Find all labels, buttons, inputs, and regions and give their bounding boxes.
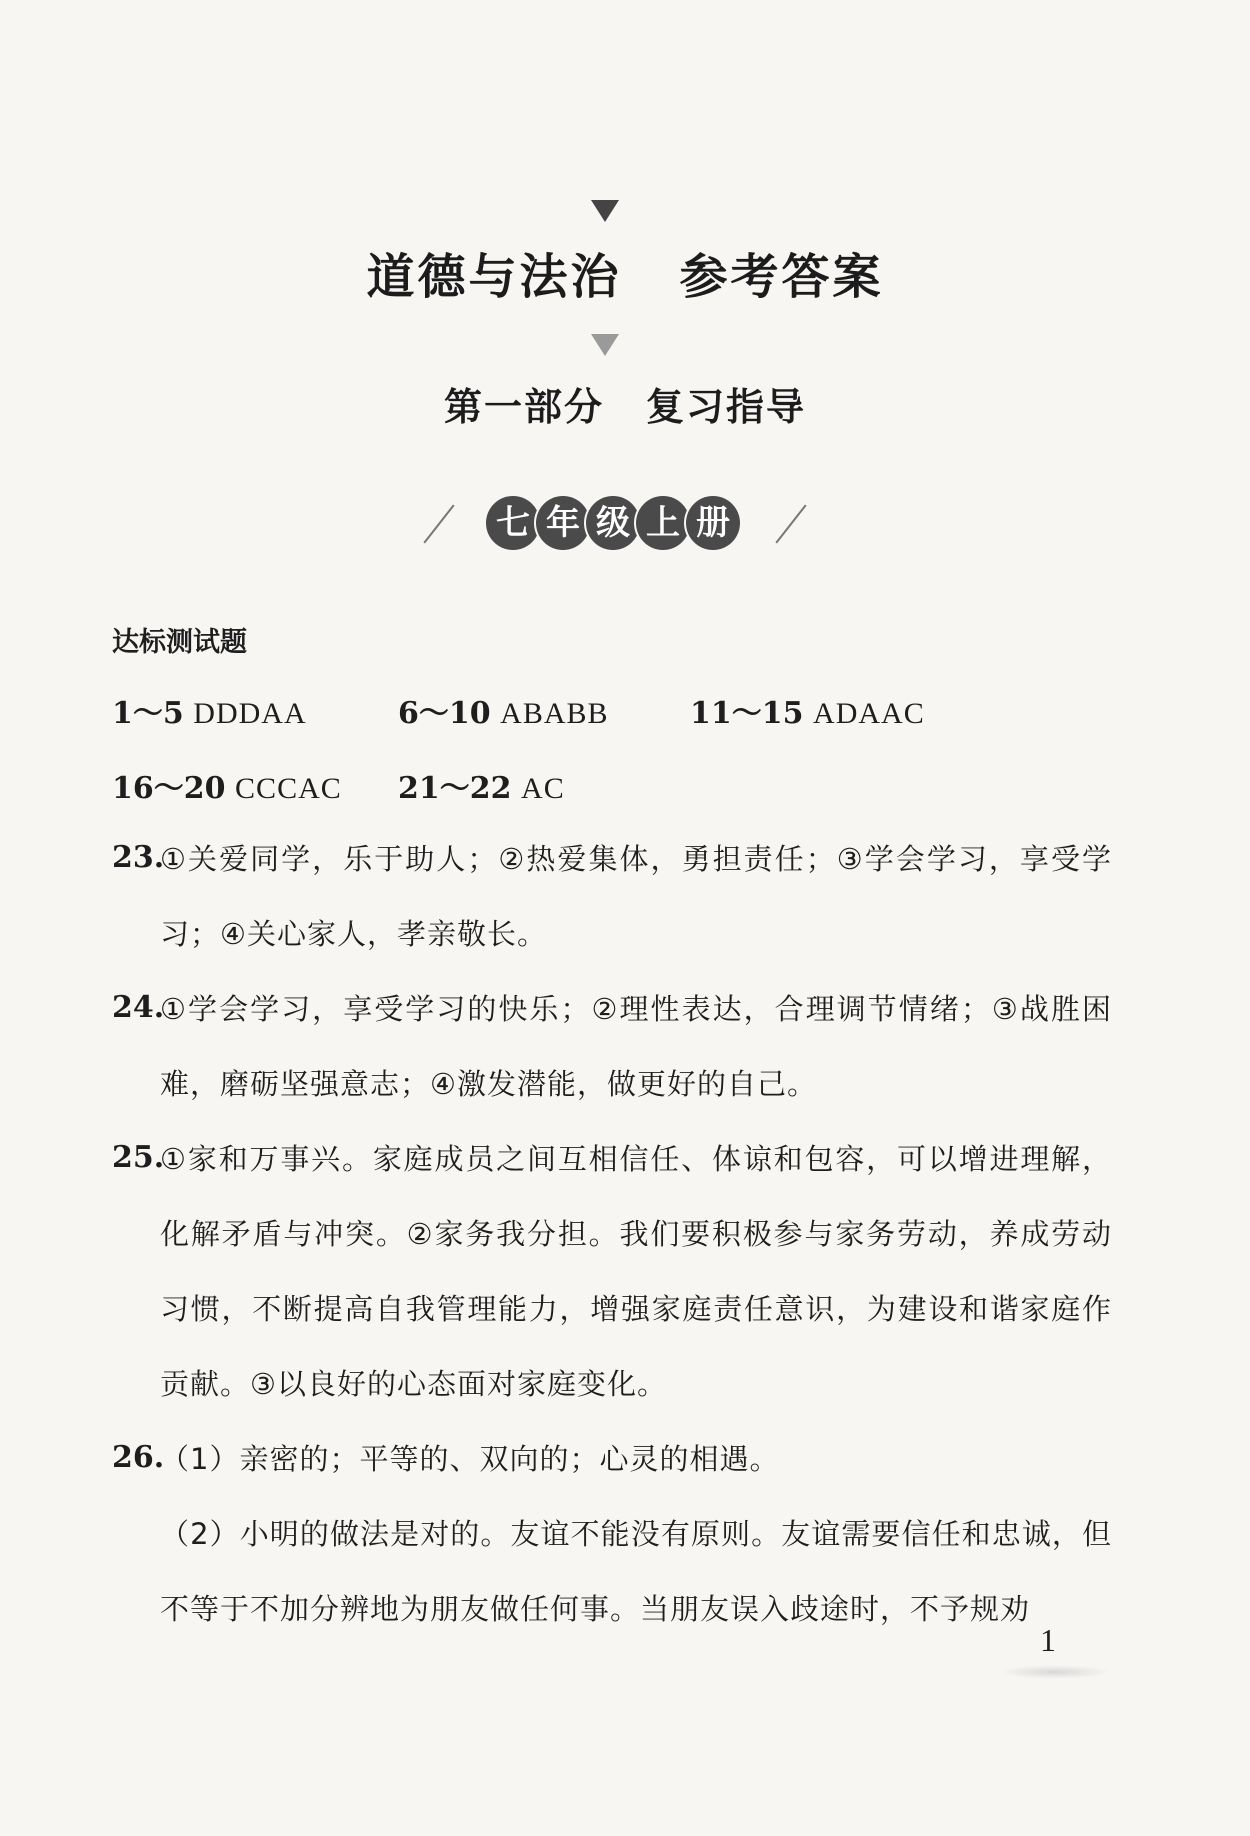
grade-banner [0, 496, 1250, 552]
question-25 [112, 1122, 1112, 1422]
answer-paragraph: （1）亲密的；平等的、双向的；心灵的相遇。 [160, 1442, 780, 1476]
part-number: 第一部分 [443, 385, 604, 429]
question-answer [160, 972, 1112, 1122]
page-title [0, 238, 1250, 307]
question-answer [160, 822, 1112, 972]
grade-badge: 年 [536, 496, 590, 550]
mc-range: 21～22 [398, 771, 512, 806]
question-number: 25. [112, 1140, 165, 1175]
mc-answers: ADAAC [813, 697, 925, 730]
mc-answer-group [690, 688, 925, 732]
mc-answer-group [112, 688, 307, 732]
question-number: 26. [112, 1440, 165, 1475]
slash-decoration [775, 504, 806, 543]
question-number: 23. [112, 840, 165, 875]
grade-badge: 七 [486, 496, 540, 550]
triangle-marker-icon [591, 334, 619, 356]
grade-badge: 上 [636, 496, 690, 550]
question-23 [112, 822, 1112, 972]
question-answer [160, 1422, 1112, 1647]
question-24 [112, 972, 1112, 1122]
answer-paragraph: ①关爱同学，乐于助人；②热爱集体，勇担责任；③学会学习，享受学习；④关心家人，孝亲敬长。 [160, 842, 1112, 951]
mc-answers: ABABB [500, 697, 609, 730]
part-name: 复习指导 [646, 385, 807, 429]
question-26 [112, 1422, 1112, 1647]
mc-answers: CCCAC [235, 772, 342, 805]
page-number-shadow [1000, 1665, 1110, 1679]
mc-range: 11～15 [690, 696, 804, 731]
page-number: 1 [1040, 1622, 1056, 1658]
question-number: 24. [112, 990, 165, 1025]
mc-range: 1～5 [112, 696, 184, 731]
answer-paragraph: ①家和万事兴。家庭成员之间互相信任、体谅和包容，可以增进理解，化解矛盾与冲突。②家务我分担。我们要积极参与家务劳动，养成劳动习惯，不断提高自我管理能力，增强家庭责任意识，为建设和谐家庭作贡献。③以良好的心态面对家庭变化。 [160, 1142, 1112, 1401]
mc-answer-group [112, 763, 342, 807]
mc-answers: AC [521, 772, 565, 805]
question-answer [160, 1122, 1112, 1422]
mc-answer-group [398, 763, 565, 807]
mc-answers: DDDAA [193, 697, 307, 730]
triangle-marker-icon [591, 200, 619, 222]
mc-range: 16～20 [112, 771, 226, 806]
answer-paragraph: （2）小明的做法是对的。友谊不能没有原则。友谊需要信任和忠诚，但不等于不加分辨地为朋友做任何事。当朋友误入歧途时，不予规劝 [160, 1517, 1112, 1626]
answer-paragraph: ①学会学习，享受学习的快乐；②理性表达，合理调节情绪；③战胜困难，磨砺坚强意志；④激发潜能，做更好的自己。 [160, 992, 1112, 1101]
grade-badges [486, 496, 736, 550]
part-title [0, 376, 1250, 431]
grade-badge: 级 [586, 496, 640, 550]
section-title: 达标测试题 [112, 627, 247, 658]
mc-answer-group [398, 688, 609, 732]
slash-decoration [423, 504, 454, 543]
title-subject: 道德与法治 [366, 249, 622, 305]
grade-badge: 册 [686, 496, 740, 550]
title-answers: 参考答案 [679, 249, 884, 305]
mc-range: 6～10 [398, 696, 491, 731]
